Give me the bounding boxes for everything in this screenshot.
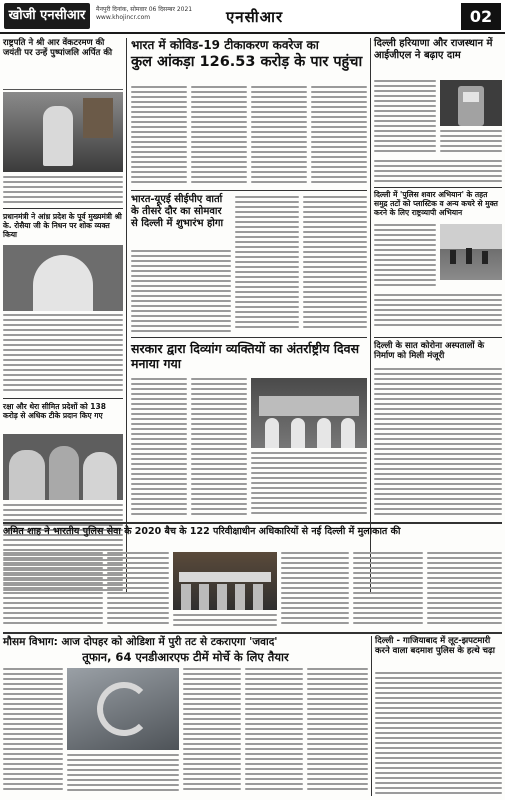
masthead (0, 0, 505, 34)
amit-body-col-2 (107, 552, 169, 628)
amit-body-col-5 (353, 552, 423, 628)
date-line-1: मैनपुरी दिनांक, सोमवार 06 दिसम्बर 2021 (96, 6, 193, 13)
page-number: 02 (461, 3, 501, 30)
right-story-1 (374, 38, 502, 62)
right-story-3-title: दिल्ली के सात कोरोना अस्पतालों के निर्माण को मिली मंजूरी (374, 341, 485, 362)
defence-photo (3, 434, 123, 500)
weather-title-1: मौसम विभाग: आज दोपहर को ओडिशा में पुरी तट से टकराएगा 'जवाद' (3, 636, 278, 648)
gas-station-photo (440, 80, 502, 126)
left-story-3-title: रक्षा और थेरा सीमित प्रदेशों को 138 करोड़ से अधिक टीके प्रदान किए गए (3, 402, 106, 420)
right-story-2-body-bottom (374, 294, 502, 332)
cepa-title: भारत-यूएई सीईपीए वार्ता के तीसरे दौर का सोमवार से दिल्ली में शुभारंभ होगा (131, 194, 224, 229)
amit-title: अमित शाह ने भारतीय पुलिस सेवा के 2020 बैच के 122 परिवीक्षाधीन अधिकारियों से नई दिल्ली में मुलाकात की (3, 526, 401, 537)
cepa-story (131, 194, 231, 230)
ghaziabad-title: दिल्ली - गाजियाबाद में लूट-झपटमारी करने वाला बदमाश पुलिस के हत्थे चढ़ा (375, 636, 495, 657)
amit-story (3, 526, 502, 537)
cyclone-photo (67, 668, 179, 750)
divyang-title: सरकार द्वारा दिव्यांग व्यक्तियों का अंतर्राष्ट्रीय दिवस मनाया गया (131, 341, 360, 371)
right-story-2-title: दिल्ली में 'पुलिस शवार अभियान' के तहत समुद्र तटों को प्लास्टिक व अन्य कचरे से मुक्त करने के लिए राष्ट्रव्यापी अभियान (374, 190, 498, 217)
beach-photo (440, 224, 502, 280)
cepa-body-col-1 (131, 250, 231, 334)
weather-story (3, 636, 368, 664)
weather-body-col-3 (183, 668, 241, 796)
divyang-body-col-3 (251, 452, 367, 518)
amit-body-col-4 (281, 552, 349, 628)
rosaiah-photo (3, 245, 123, 311)
divyang-story (131, 341, 367, 371)
left-story-1 (3, 38, 123, 90)
weather-body-col-4 (245, 668, 303, 796)
left-story-3 (3, 402, 123, 420)
section-title: एनसीआर (226, 8, 284, 26)
right-story-3-body (374, 368, 502, 518)
weather-body-col-1 (3, 668, 63, 796)
right-story-2 (374, 190, 502, 217)
lead-body-col-3 (251, 86, 307, 186)
divyang-body-col-2 (191, 378, 247, 518)
cepa-body-col-3 (303, 196, 367, 334)
weather-body-col-2 (67, 754, 179, 796)
amit-body-col-6 (427, 552, 502, 628)
right-story-1-body-bottom (374, 160, 502, 184)
weather-body-col-5 (307, 668, 368, 796)
lead-title-1: भारत में कोविड-19 टीकाकरण कवरेज का (131, 38, 319, 52)
amit-body-col-3 (173, 614, 277, 628)
right-story-1-body-col-2 (440, 130, 502, 156)
right-story-3 (374, 341, 502, 361)
left-story-1-body (3, 176, 123, 206)
cepa-body-col-2 (235, 196, 299, 334)
left-story-2-title: प्रधानमंत्री ने आंध्र प्रदेश के पूर्व मुख्यमंत्री श्री के. रोसैया जी के निधन पर शोक व्यक्त किया (3, 212, 122, 239)
lead-body-col-1 (131, 86, 187, 186)
date-line (96, 6, 216, 22)
divyang-body-col-1 (131, 378, 187, 518)
ghaziabad-body (375, 672, 502, 796)
date-line-2: www.khojincr.com (96, 14, 151, 21)
lead-body-col-4 (311, 86, 367, 186)
newspaper-logo: खोजी एनसीआर (4, 3, 90, 29)
amit-body-col-1 (3, 552, 103, 628)
amit-shah-photo (173, 552, 277, 610)
divyang-photo (251, 378, 367, 448)
left-story-2 (3, 212, 123, 239)
lead-title-2: कुल आंकड़ा 126.53 करोड़ के पार पहुंचा (131, 54, 363, 71)
right-story-1-body-col-1 (374, 80, 436, 156)
lead-body-col-2 (191, 86, 247, 186)
left-story-1-title: राष्ट्रपति ने श्री आर वेंकटरमण की जयंती पर उन्हें पुष्पांजलि अर्पित की (3, 38, 113, 59)
lead-story (131, 38, 367, 72)
left-story-2-body (3, 314, 123, 394)
right-story-2-body-col-1 (374, 224, 436, 290)
president-photo (3, 92, 123, 172)
weather-title-2: तूफान, 64 एनडीआरएफ टीमें मोर्चे के लिए तैयार (82, 649, 289, 664)
ghaziabad-story (375, 636, 502, 656)
right-story-1-title: दिल्ली हरियाणा और राजस्थान में आईजीएल ने बढ़ाए दाम (374, 38, 493, 61)
